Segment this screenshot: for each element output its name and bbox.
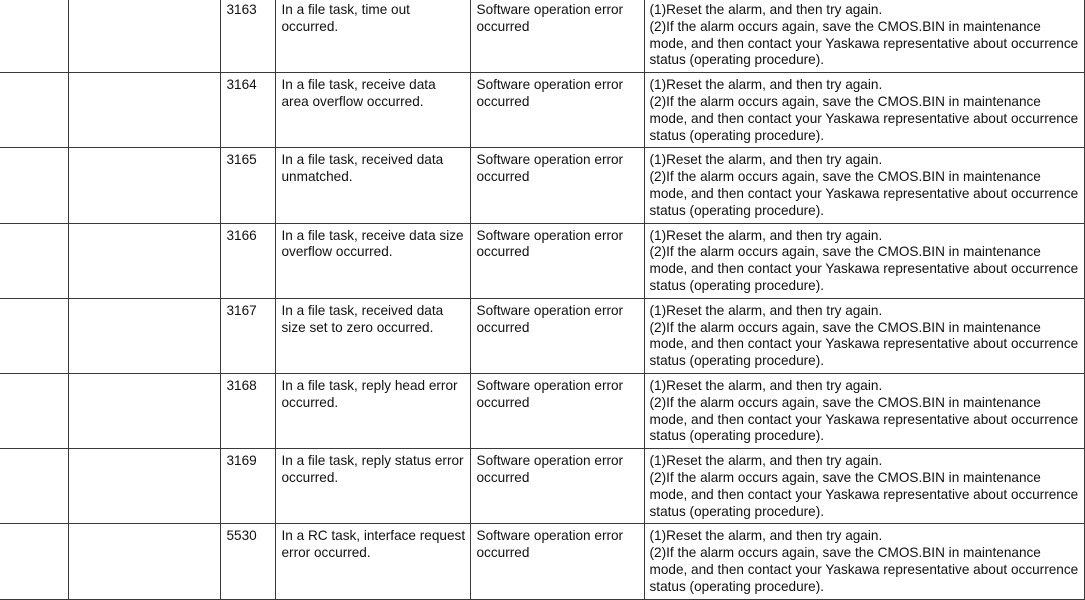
remedy-step: (2)If the alarm occurs again, save the CMOS.BIN in maintenance mode, and then contact your Yaskawa representative about occurrence status (operating procedure). [649,394,1079,444]
blank-cell [68,449,220,524]
alarm-code-cell: 3169 [220,449,275,524]
blank-cell [68,148,220,223]
alarm-cause-cell: Software operation error occurred [470,0,644,73]
alarm-cause-cell: Software operation error occurred [470,524,644,600]
alarm-code-cell: 3163 [220,0,275,73]
alarm-cause-cell: Software operation error occurred [470,298,644,373]
remedy-step: (2)If the alarm occurs again, save the CMOS.BIN in maintenance mode, and then contact your Yaskawa representative about occurrence status (operating procedure). [649,169,1079,218]
remedy-step: (2)If the alarm occurs again, save the CMOS.BIN in maintenance mode, and then contact your Yaskawa representative about occurrence status (operating procedure). [649,319,1079,369]
blank-cell [68,298,220,373]
blank-cell [0,373,68,448]
table-row [0,223,1084,298]
alarm-remedy-cell [644,0,1084,73]
alarm-remedy-cell [644,524,1084,600]
alarm-remedy-cell [644,373,1084,448]
alarm-cause-cell: Software operation error occurred [470,449,644,524]
blank-cell [0,524,68,600]
alarm-code-cell: 5530 [220,524,275,600]
blank-cell [68,223,220,298]
blank-cell [0,298,68,373]
remedy-step: (2)If the alarm occurs again, save the CMOS.BIN in maintenance mode, and then contact your Yaskawa representative about occurrence status (operating procedure). [649,93,1079,143]
alarm-remedy-cell [644,148,1084,223]
alarm-remedy-cell [644,449,1084,524]
blank-cell [68,0,220,73]
blank-cell [0,148,68,223]
remedy-step: (1)Reset the alarm, and then try again. [649,152,883,168]
remedy-step: (1)Reset the alarm, and then try again. [649,528,883,544]
blank-cell [0,449,68,524]
blank-cell [68,73,220,148]
alarm-cause-cell: Software operation error occurred [470,223,644,298]
alarm-remedy-cell [644,223,1084,298]
alarm-code-cell: 3164 [220,73,275,148]
alarm-remedy-cell [644,73,1084,148]
alarm-remedy-cell [644,298,1084,373]
remedy-step: (1)Reset the alarm, and then try again. [649,453,883,469]
table-row [0,449,1084,524]
table-row [0,373,1084,448]
alarm-name-cell: In a file task, reply head error occurred. [275,373,470,448]
remedy-step: (1)Reset the alarm, and then try again. [649,377,883,393]
alarm-name-cell: In a file task, received data unmatched. [275,148,470,223]
alarm-name-cell: In a file task, received data size set to zero occurred. [275,298,470,373]
alarm-name-cell: In a file task, reply status error occurred. [275,449,470,524]
alarm-cause-cell: Software operation error occurred [470,73,644,148]
alarm-code-cell: 3167 [220,298,275,373]
table-row [0,298,1084,373]
blank-cell [68,373,220,448]
alarm-cause-cell: Software operation error occurred [470,148,644,223]
blank-cell [0,223,68,298]
remedy-step: (1)Reset the alarm, and then try again. [649,2,883,17]
remedy-step: (1)Reset the alarm, and then try again. [649,227,883,243]
blank-cell [0,0,68,73]
alarm-name-cell: In a file task, receive data area overflow occurred. [275,73,470,148]
alarm-name-cell: In a file task, receive data size overflow occurred. [275,223,470,298]
blank-cell [0,73,68,148]
remedy-step: (2)If the alarm occurs again, save the CMOS.BIN in maintenance mode, and then contact your Yaskawa representative about occurrence status (operating procedure). [649,18,1079,68]
alarm-code-cell: 3168 [220,373,275,448]
remedy-step: (1)Reset the alarm, and then try again. [649,302,883,318]
table-row [0,0,1084,73]
remedy-step: (2)If the alarm occurs again, save the CMOS.BIN in maintenance mode, and then contact your Yaskawa representative about occurrence status (operating procedure). [649,244,1079,293]
table-row [0,73,1084,148]
alarm-code-cell: 3166 [220,223,275,298]
alarm-name-cell: In a file task, time out occurred. [275,0,470,73]
alarm-name-cell: In a RC task, interface request error occurred. [275,524,470,600]
alarm-cause-cell: Software operation error occurred [470,373,644,448]
blank-cell [68,524,220,600]
remedy-step: (1)Reset the alarm, and then try again. [649,77,883,93]
alarm-code-cell: 3165 [220,148,275,223]
table-row [0,524,1084,600]
remedy-step: (2)If the alarm occurs again, save the CMOS.BIN in maintenance mode, and then contact your Yaskawa representative about occurrence status (operating procedure). [649,469,1079,519]
table-row [0,148,1084,223]
remedy-step: (2)If the alarm occurs again, save the CMOS.BIN in maintenance mode, and then contact your Yaskawa representative about occurrence status (operating procedure). [649,545,1079,594]
